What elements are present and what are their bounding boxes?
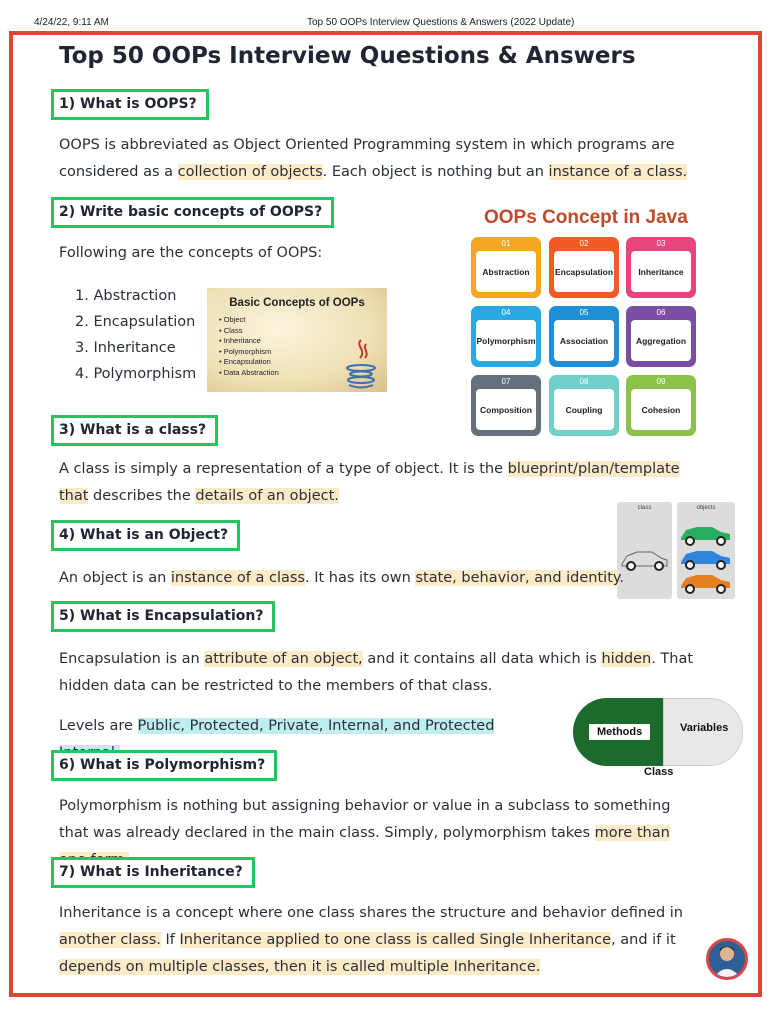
concept-card-label: Association: [554, 320, 614, 361]
highlight-details-of-object: details of an object.: [195, 488, 339, 504]
class-capsule-image: [573, 698, 743, 766]
answer-4-text: An object is an: [59, 570, 171, 586]
highlight-single-inheritance: Inheritance applied to one class is called Single Inheritance: [179, 932, 612, 948]
answer-7-text: Inheritance is a concept where one class shares the structure and behavior defined in: [59, 905, 683, 921]
question-2-heading: 2) Write basic concepts of OOPS?: [51, 197, 334, 228]
question-1-heading: 1) What is OOPS?: [51, 89, 209, 120]
concept-card-composition: [471, 375, 541, 436]
highlight-access-levels: Public, Protected, Private, Internal, and Protected: [59, 718, 494, 761]
oop-java-title: OOPs Concept in Java: [484, 207, 688, 228]
answer-4-text-2: . It has its own: [305, 570, 416, 586]
basic-concepts-list: [219, 315, 279, 378]
list-item: • Polymorphism: [219, 347, 279, 358]
answer-1-text: OOPS is abbreviated as Object Oriented Programming system in which programs are considered as a: [59, 137, 675, 180]
concept-card-number: 06: [656, 308, 666, 317]
highlight-multiple-inheritance: depends on multiple classes, then it is called multiple Inheritance.: [59, 959, 541, 975]
concept-card-number: 08: [579, 377, 589, 386]
answer-6-text: Polymorphism is nothing but assigning behavior or value in a subclass to something that was already declared in the main class. Simply, polymorphism takes: [59, 798, 671, 841]
highlight-collection-of-objects: collection of objects: [177, 164, 323, 180]
objects-label: objects: [696, 505, 716, 511]
answer-7-text-2: If: [160, 932, 180, 948]
highlight-another-class: another class.: [59, 932, 161, 948]
answer-2-intro: Following are the concepts of OOPS:: [59, 245, 323, 261]
concept-card-aggregation: [626, 306, 696, 367]
answer-5-text: Encapsulation is an: [59, 651, 205, 667]
answer-1-text-2: . Each object is nothing but an: [322, 164, 549, 180]
page-title: Top 50 OOPs Interview Questions & Answers: [59, 43, 636, 69]
question-3-heading: 3) What is a class?: [51, 415, 218, 446]
concept-card-number: 02: [579, 239, 589, 248]
concept-card-label: Composition: [476, 389, 536, 430]
question-6-heading: 6) What is Polymorphism?: [51, 750, 277, 781]
question-5-heading: 5) What is Encapsulation?: [51, 601, 275, 632]
concept-card-abstraction: [471, 237, 541, 298]
levels-prefix: Levels are: [59, 718, 138, 734]
highlight-hidden: hidden: [601, 651, 652, 667]
concepts-list: [75, 283, 196, 387]
answer-7: [59, 900, 699, 981]
concept-card-number: 04: [501, 308, 511, 317]
concept-card-number: 07: [501, 377, 511, 386]
list-item: • Inheritance: [219, 336, 279, 347]
answer-4-text-3: .: [619, 570, 625, 586]
concept-card-label: Aggregation: [631, 320, 691, 361]
concept-card-association: [549, 306, 619, 367]
list-item: • Data Abstraction: [219, 368, 279, 379]
java-cup-icon: [343, 338, 379, 390]
concept-card-encapsulation: [549, 237, 619, 298]
answer-3-text: A class is simply a representation of a type of object. It is the: [59, 461, 508, 477]
answer-3: [59, 456, 709, 510]
concept-card-label: Abstraction: [476, 251, 536, 292]
answer-5-text-2: and it contains all data which is: [362, 651, 602, 667]
concept-card-label: Coupling: [554, 389, 614, 430]
list-item: 1. Abstraction: [75, 288, 177, 304]
capsule-variables-label: Variables: [680, 722, 729, 734]
concept-card-label: Encapsulation: [554, 251, 614, 292]
list-item: 3. Inheritance: [75, 340, 176, 356]
concept-card-number: 03: [656, 239, 666, 248]
basic-concepts-title: Basic Concepts of OOPs: [229, 297, 365, 309]
print-datetime: 4/24/22, 9:11 AM: [34, 17, 109, 28]
capsule-caption: Class: [644, 766, 674, 778]
concept-card-cohesion: [626, 375, 696, 436]
highlight-attribute-of-object: attribute of an object,: [204, 651, 363, 667]
highlight-more-than-one-form: more than: [59, 825, 670, 868]
concept-card-label: Inheritance: [631, 251, 691, 292]
answer-3-text-2: describes the: [88, 488, 196, 504]
answer-5: [59, 646, 699, 700]
highlight-instance-of-class: instance of a class: [170, 570, 306, 586]
capsule-methods-label: Methods: [589, 724, 650, 740]
concept-card-number: 09: [656, 377, 666, 386]
avatar[interactable]: [706, 938, 748, 980]
highlight-instance-of-class: instance of a class.: [548, 164, 688, 180]
print-page-title: Top 50 OOPs Interview Questions & Answers (2022 Update): [307, 17, 575, 28]
person-icon: [709, 941, 745, 977]
basic-concepts-image: [207, 288, 387, 392]
class-label: class: [637, 505, 652, 511]
concept-card-number: 01: [501, 239, 511, 248]
question-7-heading: 7) What is Inheritance?: [51, 857, 255, 888]
concept-card-label: Polymorphism: [476, 320, 536, 361]
concept-card-polymorphism: [471, 306, 541, 367]
list-item: • Encapsulation: [219, 357, 279, 368]
highlight-blueprint: blueprint/plan/template that: [59, 461, 680, 504]
list-item: 4. Polymorphism: [75, 366, 197, 382]
list-item: • Class: [219, 326, 279, 337]
list-item: 2. Encapsulation: [75, 314, 196, 330]
answer-1: [59, 132, 699, 186]
concept-card-number: 05: [579, 308, 589, 317]
highlight-state-behavior-identity: state, behavior, and identity: [415, 570, 620, 586]
answer-5-text-3: . That hidden data can be restricted to the members of that class.: [59, 651, 694, 694]
concept-card-coupling: [549, 375, 619, 436]
answer-7-text-3: , and if it: [611, 932, 676, 948]
list-item: • Object: [219, 315, 279, 326]
concept-card-inheritance: [626, 237, 696, 298]
answer-4: [59, 565, 699, 592]
question-4-heading: 4) What is an Object?: [51, 520, 240, 551]
concept-card-label: Cohesion: [631, 389, 691, 430]
